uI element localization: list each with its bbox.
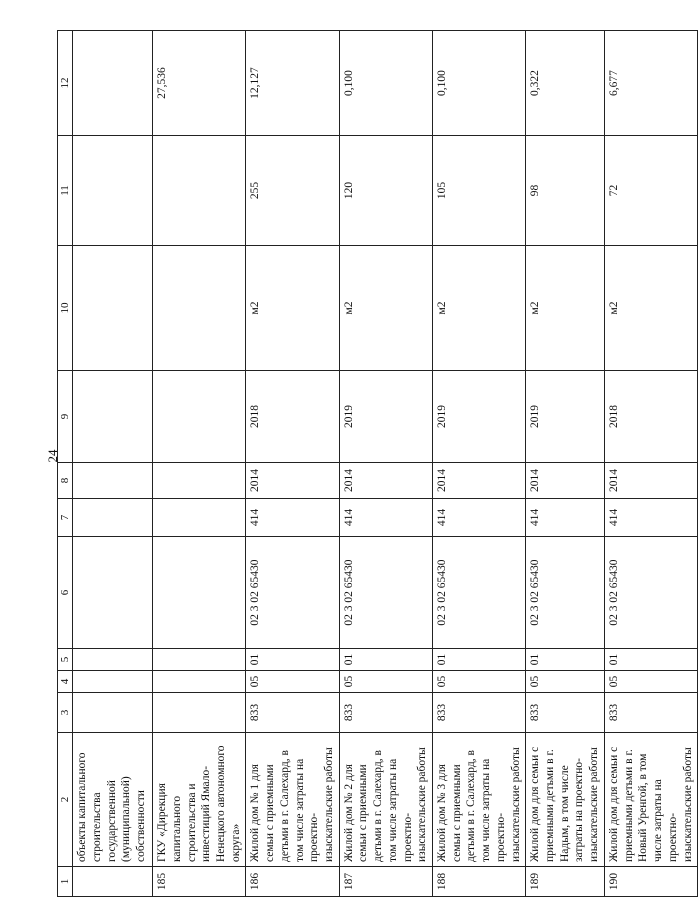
start-year-cell: 2014 xyxy=(339,463,432,499)
capacity-cell: 98 xyxy=(526,136,605,246)
end-year-cell: 2018 xyxy=(604,371,697,463)
budget-table xyxy=(57,30,698,897)
ministry-code-cell xyxy=(73,693,153,733)
column-header: 7 xyxy=(58,499,73,537)
expense-type-cell xyxy=(73,499,153,537)
unit-cell: м2 xyxy=(604,246,697,371)
column-header: 1 xyxy=(58,867,73,897)
ministry-code-cell: 833 xyxy=(339,693,432,733)
capacity-cell: 105 xyxy=(433,136,526,246)
start-year-cell xyxy=(153,463,246,499)
section-code-cell: 05 xyxy=(246,671,339,693)
expense-type-cell: 414 xyxy=(246,499,339,537)
column-header: 6 xyxy=(58,537,73,649)
section-code-cell: 05 xyxy=(604,671,697,693)
object-name-cell: ГКУ «Дирекция капитального строительства и инвестиций Ямало-Ненецкого автономного округа» xyxy=(153,733,246,867)
section-code-cell: 05 xyxy=(339,671,432,693)
expense-type-cell: 414 xyxy=(433,499,526,537)
end-year-cell xyxy=(153,371,246,463)
subsection-code-cell: 01 xyxy=(339,649,432,671)
capacity-cell xyxy=(73,136,153,246)
table-row xyxy=(73,31,153,897)
object-name-cell: Жилой дом № 2 для семьи с приемными детьми в г. Салехард, в том числе затраты на проектно-изыскательские работы xyxy=(339,733,432,867)
ministry-code-cell: 833 xyxy=(246,693,339,733)
subsection-code-cell: 01 xyxy=(604,649,697,671)
amount-cell xyxy=(73,31,153,136)
ministry-code-cell xyxy=(153,693,246,733)
amount-cell: 0,100 xyxy=(433,31,526,136)
amount-cell: 0,100 xyxy=(339,31,432,136)
start-year-cell: 2014 xyxy=(604,463,697,499)
subsection-code-cell: 01 xyxy=(246,649,339,671)
object-name-cell: объекты капитального строительства государственной (муниципальной) собственности xyxy=(73,733,153,867)
section-code-cell xyxy=(73,671,153,693)
ministry-code-cell: 833 xyxy=(604,693,697,733)
column-header: 9 xyxy=(58,371,73,463)
column-header: 11 xyxy=(58,136,73,246)
rotated-table-container xyxy=(57,31,694,897)
start-year-cell xyxy=(73,463,153,499)
subsection-code-cell: 01 xyxy=(526,649,605,671)
capacity-cell xyxy=(153,136,246,246)
table-row xyxy=(246,31,339,897)
start-year-cell: 2014 xyxy=(526,463,605,499)
table-row xyxy=(153,31,246,897)
column-header: 10 xyxy=(58,246,73,371)
target-article-cell: 02 3 02 65430 xyxy=(604,537,697,649)
subsection-code-cell: 01 xyxy=(433,649,526,671)
row-number-cell xyxy=(73,867,153,897)
row-number-cell: 186 xyxy=(246,867,339,897)
start-year-cell: 2014 xyxy=(246,463,339,499)
subsection-code-cell xyxy=(73,649,153,671)
end-year-cell xyxy=(73,371,153,463)
section-code-cell xyxy=(153,671,246,693)
row-number-cell: 190 xyxy=(604,867,697,897)
start-year-cell: 2014 xyxy=(433,463,526,499)
target-article-cell xyxy=(73,537,153,649)
end-year-cell: 2018 xyxy=(246,371,339,463)
unit-cell: м2 xyxy=(433,246,526,371)
object-name-cell: Жилой дом № 1 для семьи с приемными детьми в г. Салехард, в том числе затраты на проектно-изыскательские работы xyxy=(246,733,339,867)
column-header: 3 xyxy=(58,693,73,733)
table-row xyxy=(433,31,526,897)
page-number: 24 xyxy=(45,449,60,463)
target-article-cell: 02 3 02 65430 xyxy=(339,537,432,649)
end-year-cell: 2019 xyxy=(526,371,605,463)
amount-cell: 6,677 xyxy=(604,31,697,136)
column-header: 2 xyxy=(58,733,73,867)
subsection-code-cell xyxy=(153,649,246,671)
ministry-code-cell: 833 xyxy=(433,693,526,733)
end-year-cell: 2019 xyxy=(339,371,432,463)
object-name-cell: Жилой дом № 3 для семьи с приемными детьми в г. Салехард, в том числе затраты на проектно-изыскательские работы xyxy=(433,733,526,867)
row-number-cell: 185 xyxy=(153,867,246,897)
table-row xyxy=(604,31,697,897)
object-name-cell: Жилой дом для семьи с приемными детьми в г. Надым, в том числе затраты на проектно-изыскательские работы xyxy=(526,733,605,867)
expense-type-cell: 414 xyxy=(526,499,605,537)
row-number-cell: 189 xyxy=(526,867,605,897)
column-header: 12 xyxy=(58,31,73,136)
table-row xyxy=(526,31,605,897)
capacity-cell: 72 xyxy=(604,136,697,246)
unit-cell xyxy=(73,246,153,371)
amount-cell: 12,127 xyxy=(246,31,339,136)
unit-cell: м2 xyxy=(526,246,605,371)
expense-type-cell xyxy=(153,499,246,537)
capacity-cell: 255 xyxy=(246,136,339,246)
column-header: 5 xyxy=(58,649,73,671)
unit-cell xyxy=(153,246,246,371)
section-code-cell: 05 xyxy=(526,671,605,693)
table-body xyxy=(73,31,698,897)
row-number-cell: 188 xyxy=(433,867,526,897)
unit-cell: м2 xyxy=(339,246,432,371)
table-row xyxy=(339,31,432,897)
column-header: 4 xyxy=(58,671,73,693)
column-header: 8 xyxy=(58,463,73,499)
amount-cell: 0,322 xyxy=(526,31,605,136)
column-number-header-row xyxy=(58,31,73,897)
target-article-cell: 02 3 02 65430 xyxy=(246,537,339,649)
ministry-code-cell: 833 xyxy=(526,693,605,733)
target-article-cell: 02 3 02 65430 xyxy=(433,537,526,649)
expense-type-cell: 414 xyxy=(339,499,432,537)
expense-type-cell: 414 xyxy=(604,499,697,537)
row-number-cell: 187 xyxy=(339,867,432,897)
target-article-cell: 02 3 02 65430 xyxy=(526,537,605,649)
target-article-cell xyxy=(153,537,246,649)
section-code-cell: 05 xyxy=(433,671,526,693)
object-name-cell: Жилой дом для семьи с приемными детьми в г. Новый Уренгой, в том числе затраты на проектно-изыскательские работы xyxy=(604,733,697,867)
capacity-cell: 120 xyxy=(339,136,432,246)
end-year-cell: 2019 xyxy=(433,371,526,463)
amount-cell: 27,536 xyxy=(153,31,246,136)
unit-cell: м2 xyxy=(246,246,339,371)
